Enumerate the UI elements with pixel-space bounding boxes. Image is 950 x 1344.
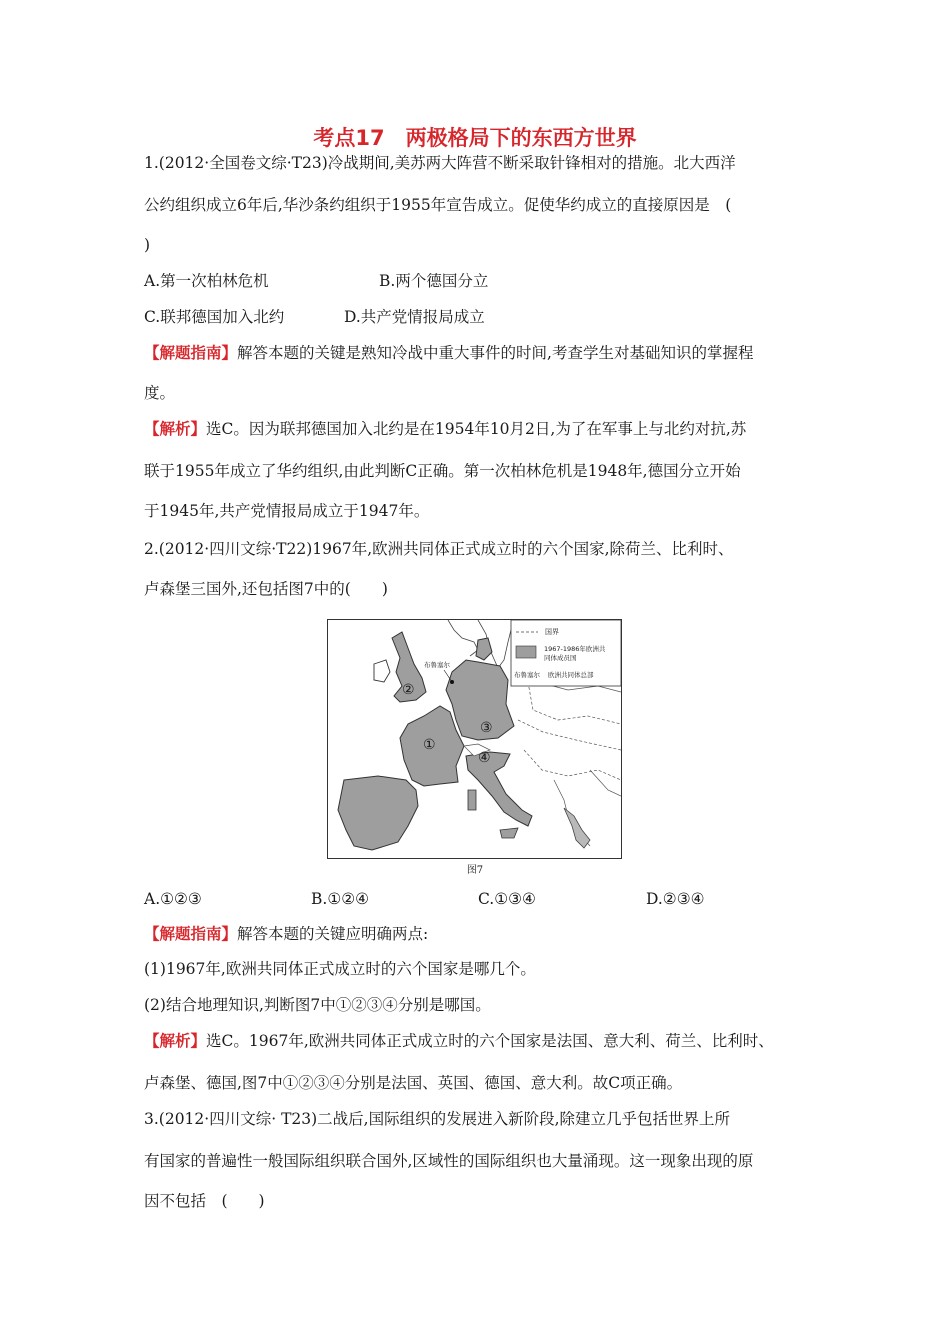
- q2-stem-line-1: 2.(2012·四川文综·T22)1967年,欧洲共同体正式成立时的六个国家,除荷兰、比利时、: [144, 540, 734, 558]
- q1-analysis-line-1: [144, 418, 746, 440]
- q2-analysis-text: 选C。1967年,欧洲共同体正式成立时的六个国家是法国、意大利、荷兰、比利时、: [206, 1032, 774, 1050]
- q1-option-a: A.第一次柏林危机: [144, 272, 269, 290]
- q2-analysis-line-2: 卢森堡、德国,图7中①②③④分别是法国、英国、德国、意大利。故C项正确。: [144, 1074, 683, 1092]
- guide-tag: 【解题指南】: [144, 925, 238, 943]
- q2-option-b: B.①②④: [311, 890, 370, 908]
- map-marker-1: ①: [423, 737, 436, 753]
- page-title: 考点17 两极格局下的东西方世界: [313, 126, 637, 150]
- europe-map-figure: [327, 619, 622, 859]
- q1-stem-line-2: 公约组织成立6年后,华沙条约组织于1955年宣告成立。促使华约成立的直接原因是 (: [144, 196, 732, 214]
- europe-map: [328, 620, 621, 858]
- q1-stem-line-3: ): [144, 236, 151, 254]
- q1-guide-text: 解答本题的关键是熟知冷战中重大事件的时间,考查学生对基础知识的掌握程: [237, 344, 754, 362]
- map-marker-4: ④: [478, 750, 491, 766]
- analysis-tag: 【解析】: [144, 420, 207, 438]
- guide-tag: 【解题指南】: [144, 344, 238, 362]
- figure-caption: 图7: [466, 865, 484, 876]
- q2-analysis-line-1: [144, 1030, 774, 1052]
- legend-members-label-1: 1967-1986年欧洲共: [544, 645, 606, 653]
- q3-stem-line-3: 因不包括 ( ): [144, 1192, 265, 1210]
- q2-guide-line-3: (2)结合地理知识,判断图7中①②③④分别是哪国。: [144, 996, 491, 1014]
- q1-guide-line-1: [144, 342, 753, 364]
- q2-guide-line-2: (1)1967年,欧洲共同体正式成立时的六个国家是哪几个。: [144, 960, 536, 978]
- q1-guide-line-2: 度。: [144, 384, 176, 402]
- map-marker-3: ③: [480, 720, 493, 736]
- q3-stem-line-2: 有国家的普遍性一般国际组织联合国外,区域性的国际组织也大量涌现。这一现象出现的原: [144, 1152, 754, 1170]
- legend-hq-city-label: 布鲁塞尔: [514, 671, 540, 679]
- map-city-label-brussels: 布鲁塞尔: [424, 661, 450, 669]
- q2-guide-text: 解答本题的关键应明确两点:: [237, 925, 429, 943]
- q1-analysis-text: 选C。因为联邦德国加入北约是在1954年10月2日,为了在军事上与北约对抗,苏: [206, 420, 747, 438]
- q3-stem-line-1: 3.(2012·四川文综· T23)二战后,国际组织的发展进入新阶段,除建立几乎包括世界上所: [144, 1110, 731, 1128]
- map-marker-2: ②: [402, 682, 415, 698]
- q1-stem-line-1: 1.(2012·全国卷文综·T23)冷战期间,美苏两大阵营不断采取针锋相对的措施。北大西洋: [144, 154, 736, 172]
- q1-analysis-line-2: 联于1955年成立了华约组织,由此判断C正确。第一次柏林危机是1948年,德国分立开始: [144, 462, 741, 480]
- q2-option-d: D.②③④: [646, 890, 705, 908]
- q1-analysis-line-3: 于1945年,共产党情报局成立于1947年。: [144, 502, 430, 520]
- legend-border-label: 国界: [545, 628, 559, 636]
- q1-option-b: B.两个德国分立: [379, 272, 489, 290]
- legend-hq-label: 欧洲共同体总部: [548, 671, 594, 679]
- q2-option-c: C.①③④: [478, 890, 536, 908]
- q1-option-d: D.共产党情报局成立: [344, 308, 485, 326]
- q2-guide-line-1: [144, 923, 428, 945]
- q2-option-a: A.①②③: [144, 890, 202, 908]
- legend-members-label-2: 同体成员国: [544, 654, 577, 662]
- analysis-tag: 【解析】: [144, 1032, 207, 1050]
- q1-option-c: C.联邦德国加入北约: [144, 308, 285, 326]
- q2-stem-line-2: 卢森堡三国外,还包括图7中的( ): [144, 580, 388, 598]
